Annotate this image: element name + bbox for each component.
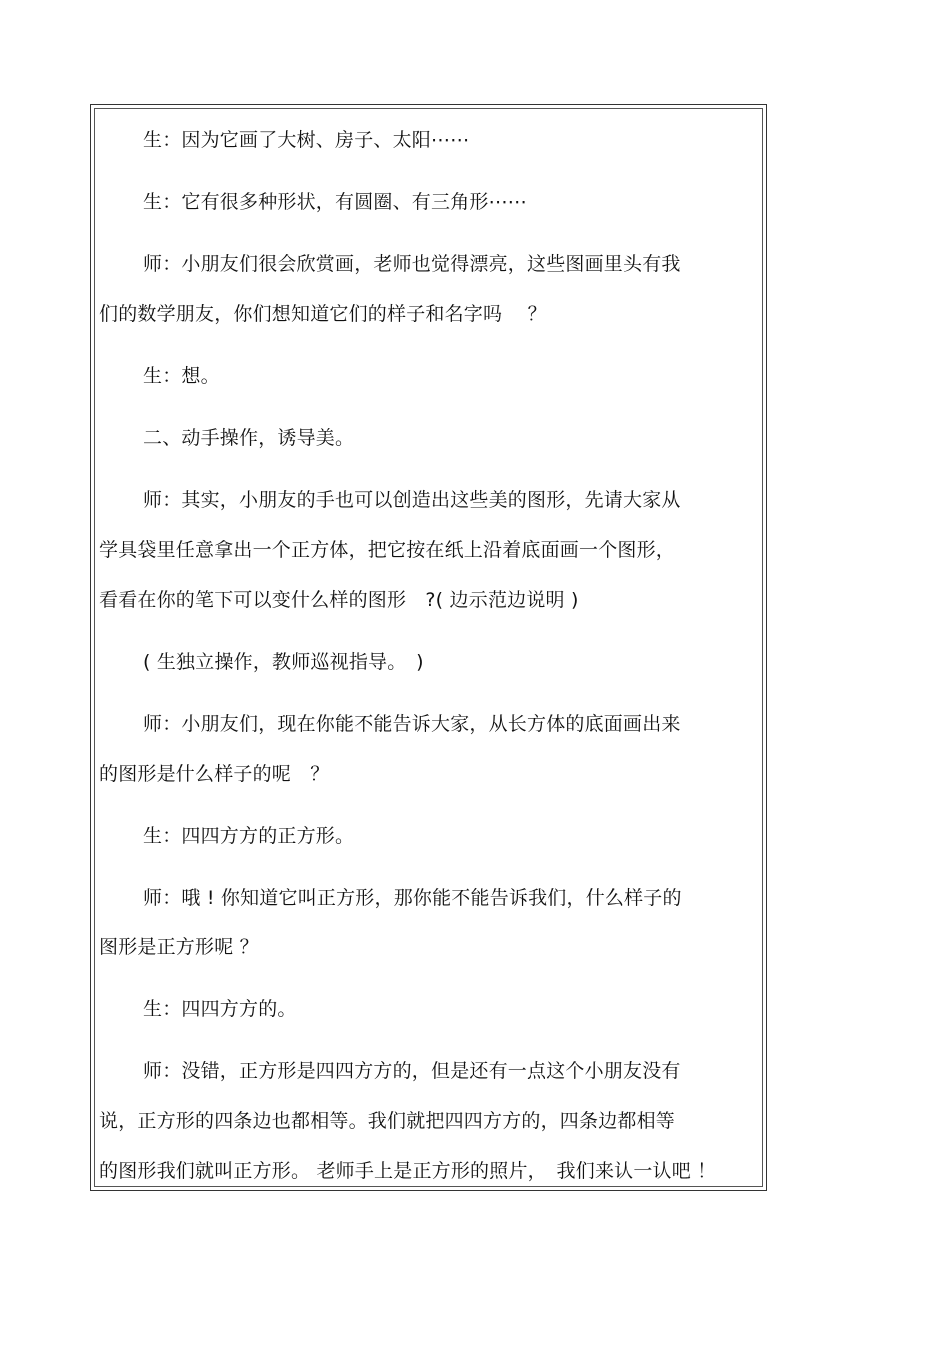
text-line-3: 师：小朋友们很会欣赏画，老师也觉得漂亮，这些图画里头有我 <box>143 253 681 275</box>
text-line-13: 生：四四方方的正方形。 <box>143 825 355 847</box>
text-line-7: 师：其实，小朋友的手也可以创造出这些美的图形，先请大家从 <box>143 489 681 511</box>
text-line-14: 师：哦 ! 你知道它叫正方形，那你能不能告诉我们，什么样子的 <box>143 887 682 909</box>
text-line-19: 的图形我们就叫正方形。 老师手上是正方形的照片， 我们来认一认吧 ！ <box>99 1160 717 1182</box>
text-line-8: 学具袋里任意拿出一个正方体，把它按在纸上沿着底面画一个图形， <box>99 539 676 561</box>
text-line-15: 图形是正方形呢 ？ <box>99 936 259 958</box>
text-line-4: 们的数学朋友，你们想知道它们的样子和名字吗 ？ <box>99 303 547 325</box>
text-line-11: 师：小朋友们，现在你能不能告诉大家，从长方体的底面画出来 <box>143 713 681 735</box>
text-line-12: 的图形是什么样子的呢 ？ <box>99 763 330 785</box>
text-line-6: 二、动手操作，诱导美。 <box>143 427 355 449</box>
text-line-17: 师：没错，正方形是四四方方的，但是还有一点这个小朋友没有 <box>143 1060 681 1082</box>
text-line-2: 生：它有很多种形状，有圆圈、有三角形⋯⋯ <box>143 191 528 213</box>
text-line-5: 生：想。 <box>143 365 220 387</box>
text-line-16: 生：四四方方的。 <box>143 998 297 1020</box>
text-line-18: 说，正方形的四条边也都相等。我们就把四四方方的，四条边都相等 <box>99 1110 676 1132</box>
text-line-10: ( 生独立操作，教师巡视指导。 ) <box>143 651 424 673</box>
text-line-1: 生：因为它画了大树、房子、太阳⋯⋯ <box>143 129 470 151</box>
text-line-9: 看看在你的笔下可以变什么样的图形 ?( 边示范边说明 ) <box>99 589 579 611</box>
